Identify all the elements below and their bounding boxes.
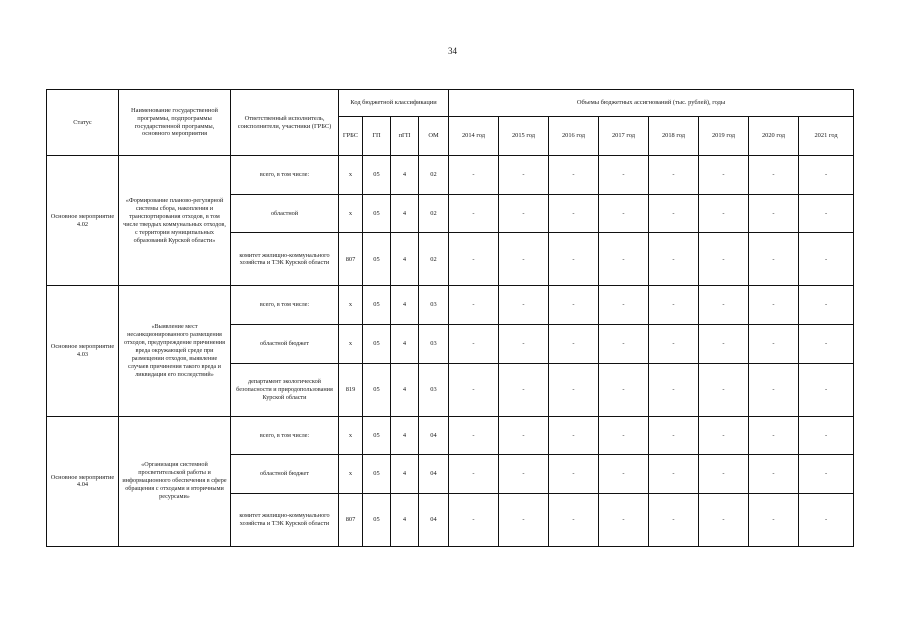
value-cell: - — [749, 363, 799, 416]
header-name: Наименование государственной программы, подпрограммы государственной программы, основного мероприятия — [119, 90, 231, 156]
grbs-cell: x — [339, 286, 363, 325]
value-cell: - — [799, 194, 854, 233]
value-cell: - — [799, 455, 854, 494]
pgp-cell: 4 — [391, 363, 419, 416]
value-cell: - — [449, 286, 499, 325]
value-cell: - — [699, 233, 749, 286]
pgp-cell: 4 — [391, 194, 419, 233]
executor-cell: областной бюджет — [231, 325, 339, 364]
value-cell: - — [749, 455, 799, 494]
grbs-cell: 807 — [339, 494, 363, 547]
pgp-cell: 4 — [391, 494, 419, 547]
table-row — [47, 286, 854, 325]
grbs-cell: x — [339, 455, 363, 494]
value-cell: - — [549, 494, 599, 547]
grbs-cell: x — [339, 194, 363, 233]
value-cell: - — [749, 194, 799, 233]
value-cell: - — [799, 363, 854, 416]
header-year: 2020 год — [749, 117, 799, 156]
om-cell: 03 — [419, 286, 449, 325]
measure-name-cell: «Организация системной просветительской работы и информационного обеспечения в сфере обращения с отходами и вторичными ресурсами» — [119, 416, 231, 546]
value-cell: - — [699, 194, 749, 233]
value-cell: - — [649, 494, 699, 547]
value-cell: - — [799, 325, 854, 364]
executor-cell: комитет жилищно-коммунального хозяйства и ТЭК Курской области — [231, 233, 339, 286]
gp-cell: 05 — [363, 363, 391, 416]
value-cell: - — [499, 494, 549, 547]
executor-cell: областной бюджет — [231, 455, 339, 494]
page-number: 34 — [448, 46, 457, 56]
om-cell: 04 — [419, 416, 449, 455]
value-cell: - — [449, 416, 499, 455]
value-cell: - — [699, 363, 749, 416]
header-code-pgp: пГП — [391, 117, 419, 156]
pgp-cell: 4 — [391, 233, 419, 286]
value-cell: - — [599, 363, 649, 416]
value-cell: - — [799, 233, 854, 286]
value-cell: - — [699, 156, 749, 195]
pgp-cell: 4 — [391, 455, 419, 494]
executor-cell: всего, в том числе: — [231, 156, 339, 195]
grbs-cell: 807 — [339, 233, 363, 286]
header-budget-code: Код бюджетной классификации — [339, 90, 449, 117]
header-status: Статус — [47, 90, 119, 156]
om-cell: 02 — [419, 233, 449, 286]
value-cell: - — [499, 416, 549, 455]
value-cell: - — [749, 233, 799, 286]
header-year: 2018 год — [649, 117, 699, 156]
value-cell: - — [749, 286, 799, 325]
value-cell: - — [549, 455, 599, 494]
value-cell: - — [699, 286, 749, 325]
value-cell: - — [749, 416, 799, 455]
executor-cell: комитет жилищно-коммунального хозяйства и ТЭК Курской области — [231, 494, 339, 547]
value-cell: - — [699, 325, 749, 364]
value-cell: - — [499, 455, 549, 494]
grbs-cell: x — [339, 325, 363, 364]
header-row-top — [47, 90, 854, 117]
value-cell: - — [499, 233, 549, 286]
status-cell: Основное мероприятие 4.02 — [47, 156, 119, 286]
value-cell: - — [549, 233, 599, 286]
value-cell: - — [599, 494, 649, 547]
value-cell: - — [499, 286, 549, 325]
value-cell: - — [499, 156, 549, 195]
gp-cell: 05 — [363, 286, 391, 325]
value-cell: - — [749, 494, 799, 547]
gp-cell: 05 — [363, 494, 391, 547]
header-year: 2014 год — [449, 117, 499, 156]
status-cell: Основное мероприятие 4.04 — [47, 416, 119, 546]
value-cell: - — [649, 416, 699, 455]
header-volumes: Объемы бюджетных ассигнований (тыс. рублей), годы — [449, 90, 854, 117]
value-cell: - — [549, 156, 599, 195]
value-cell: - — [549, 416, 599, 455]
header-year: 2015 год — [499, 117, 549, 156]
value-cell: - — [599, 455, 649, 494]
gp-cell: 05 — [363, 156, 391, 195]
om-cell: 03 — [419, 363, 449, 416]
value-cell: - — [599, 233, 649, 286]
value-cell: - — [649, 233, 699, 286]
pgp-cell: 4 — [391, 325, 419, 364]
value-cell: - — [449, 233, 499, 286]
header-year: 2016 год — [549, 117, 599, 156]
value-cell: - — [449, 363, 499, 416]
om-cell: 02 — [419, 156, 449, 195]
value-cell: - — [599, 325, 649, 364]
pgp-cell: 4 — [391, 416, 419, 455]
value-cell: - — [599, 156, 649, 195]
value-cell: - — [799, 156, 854, 195]
value-cell: - — [649, 455, 699, 494]
value-cell: - — [449, 494, 499, 547]
header-year: 2017 год — [599, 117, 649, 156]
value-cell: - — [549, 286, 599, 325]
value-cell: - — [499, 325, 549, 364]
value-cell: - — [449, 325, 499, 364]
value-cell: - — [749, 156, 799, 195]
value-cell: - — [499, 363, 549, 416]
executor-cell: всего, в том числе: — [231, 416, 339, 455]
value-cell: - — [699, 416, 749, 455]
value-cell: - — [499, 194, 549, 233]
om-cell: 02 — [419, 194, 449, 233]
om-cell: 04 — [419, 494, 449, 547]
value-cell: - — [699, 494, 749, 547]
header-code-grbs: ГРБС — [339, 117, 363, 156]
value-cell: - — [799, 286, 854, 325]
value-cell: - — [449, 156, 499, 195]
gp-cell: 05 — [363, 194, 391, 233]
grbs-cell: x — [339, 416, 363, 455]
value-cell: - — [799, 494, 854, 547]
value-cell: - — [549, 194, 599, 233]
header-code-om: ОМ — [419, 117, 449, 156]
executor-cell: областной — [231, 194, 339, 233]
value-cell: - — [549, 325, 599, 364]
value-cell: - — [549, 363, 599, 416]
header-code-gp: ГП — [363, 117, 391, 156]
value-cell: - — [649, 156, 699, 195]
om-cell: 04 — [419, 455, 449, 494]
value-cell: - — [599, 286, 649, 325]
grbs-cell: x — [339, 156, 363, 195]
value-cell: - — [799, 416, 854, 455]
value-cell: - — [699, 455, 749, 494]
gp-cell: 05 — [363, 233, 391, 286]
gp-cell: 05 — [363, 325, 391, 364]
gp-cell: 05 — [363, 455, 391, 494]
table-row — [47, 156, 854, 195]
status-cell: Основное мероприятие 4.03 — [47, 286, 119, 416]
measure-name-cell: «Формирование планово-регулярной системы сбора, накопления и транспортирования отходов, в том числе твердых коммунальных отходов, с территории муниципальных образований Курской области» — [119, 156, 231, 286]
executor-cell: департамент экологической безопасности и природопользования Курской области — [231, 363, 339, 416]
value-cell: - — [649, 194, 699, 233]
value-cell: - — [649, 363, 699, 416]
value-cell: - — [599, 194, 649, 233]
pgp-cell: 4 — [391, 286, 419, 325]
grbs-cell: 819 — [339, 363, 363, 416]
value-cell: - — [599, 416, 649, 455]
executor-cell: всего, в том числе: — [231, 286, 339, 325]
value-cell: - — [449, 455, 499, 494]
header-year: 2021 год — [799, 117, 854, 156]
budget-allocation-table — [46, 89, 854, 547]
value-cell: - — [649, 325, 699, 364]
table-row — [47, 416, 854, 455]
value-cell: - — [649, 286, 699, 325]
header-year: 2019 год — [699, 117, 749, 156]
pgp-cell: 4 — [391, 156, 419, 195]
value-cell: - — [449, 194, 499, 233]
om-cell: 03 — [419, 325, 449, 364]
value-cell: - — [749, 325, 799, 364]
gp-cell: 05 — [363, 416, 391, 455]
header-executor: Ответственный исполнитель, соисполнители, участники (ГРБС) — [231, 90, 339, 156]
measure-name-cell: «Выявление мест несанкционированного размещения отходов, предупреждение причинения вреда окружающей среде при размещении отходов, выявление случаев причинения такого вреда и ликвидация его последствий» — [119, 286, 231, 416]
